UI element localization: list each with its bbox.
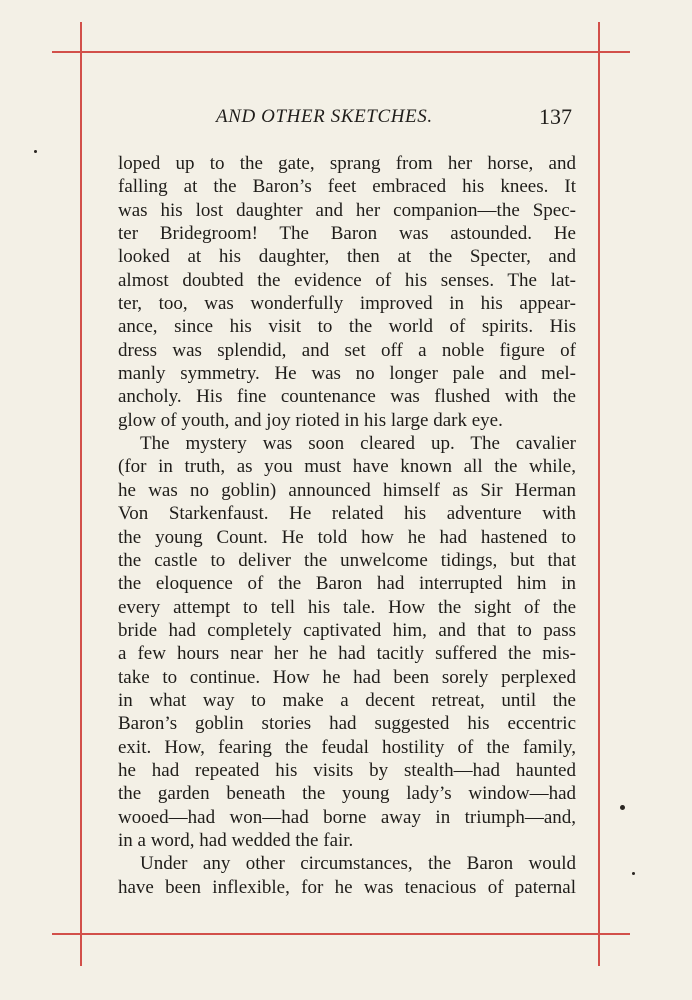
text-line: Baron’s goblin stories had suggested his eccentric xyxy=(118,713,576,735)
text-line: the garden beneath the young lady’s window—had xyxy=(118,783,576,805)
text-line: the young Count. He told how he had hastened to xyxy=(118,526,576,548)
text-line: ancholy. His fine countenance was flushed with the xyxy=(118,386,576,408)
text-line: in what way to make a decent retreat, until the xyxy=(118,689,576,711)
text-line: glow of youth, and joy rioted in his large dark eye. xyxy=(118,409,503,431)
text-line: wooed—had won—had borne away in triumph—and, xyxy=(118,806,576,828)
border-rule-right xyxy=(598,22,600,966)
text-line: in a word, had wedded the fair. xyxy=(118,829,354,851)
text-line: the eloquence of the Baron had interrupted him in xyxy=(118,573,576,595)
paper-speck xyxy=(632,872,635,875)
text-line: dress was splendid, and set off a noble figure of xyxy=(118,339,576,361)
text-line: the castle to deliver the unwelcome tidings, but that xyxy=(118,549,576,571)
text-line: ter Bridegroom! The Baron was astounded. He xyxy=(118,223,576,245)
text-line: Under any other circumstances, the Baron would xyxy=(140,853,576,875)
page-number: 137 xyxy=(539,104,572,129)
text-line: take to continue. How he had been sorely perplexed xyxy=(118,666,576,688)
text-line: loped up to the gate, sprang from her horse, and xyxy=(118,153,576,174)
paper-speck xyxy=(34,150,37,153)
border-rule-top xyxy=(52,51,630,53)
text-line: was his lost daughter and her companion—the Spec- xyxy=(118,199,576,221)
page-header xyxy=(118,104,576,134)
body-text xyxy=(118,152,576,899)
text-line: bride had completely captivated him, and that to pass xyxy=(118,619,576,641)
border-rule-bottom xyxy=(52,933,630,935)
text-line: he was no goblin) announced himself as Sir Herman xyxy=(118,479,576,501)
text-line: The mystery was soon cleared up. The cavalier xyxy=(140,433,576,455)
text-line: exit. How, fearing the feudal hostility of the family, xyxy=(118,736,576,758)
text-line: looked at his daughter, then at the Specter, and xyxy=(118,246,576,268)
border-rule-left xyxy=(80,22,82,966)
text-line: a few hours near her he had tacitly suffered the mis- xyxy=(118,643,576,665)
text-line: ter, too, was wonderfully improved in his appear- xyxy=(118,293,576,315)
text-line: have been inflexible, for he was tenacious of paternal xyxy=(118,876,576,898)
text-line: almost doubted the evidence of his senses. The lat- xyxy=(118,269,576,291)
text-line: (for in truth, as you must have known all the while, xyxy=(118,456,576,478)
text-line: falling at the Baron’s feet embraced his knees. It xyxy=(118,176,576,198)
text-line: manly symmetry. He was no longer pale and mel- xyxy=(118,363,576,385)
running-head: AND OTHER SKETCHES. xyxy=(216,106,433,127)
paper-speck xyxy=(620,805,625,810)
text-line: he had repeated his visits by stealth—had haunted xyxy=(118,759,576,781)
text-line: every attempt to tell his tale. How the sight of the xyxy=(118,596,576,618)
text-line: ance, since his visit to the world of spirits. His xyxy=(118,316,576,338)
text-line: Von Starkenfaust. He related his adventure with xyxy=(118,503,576,525)
